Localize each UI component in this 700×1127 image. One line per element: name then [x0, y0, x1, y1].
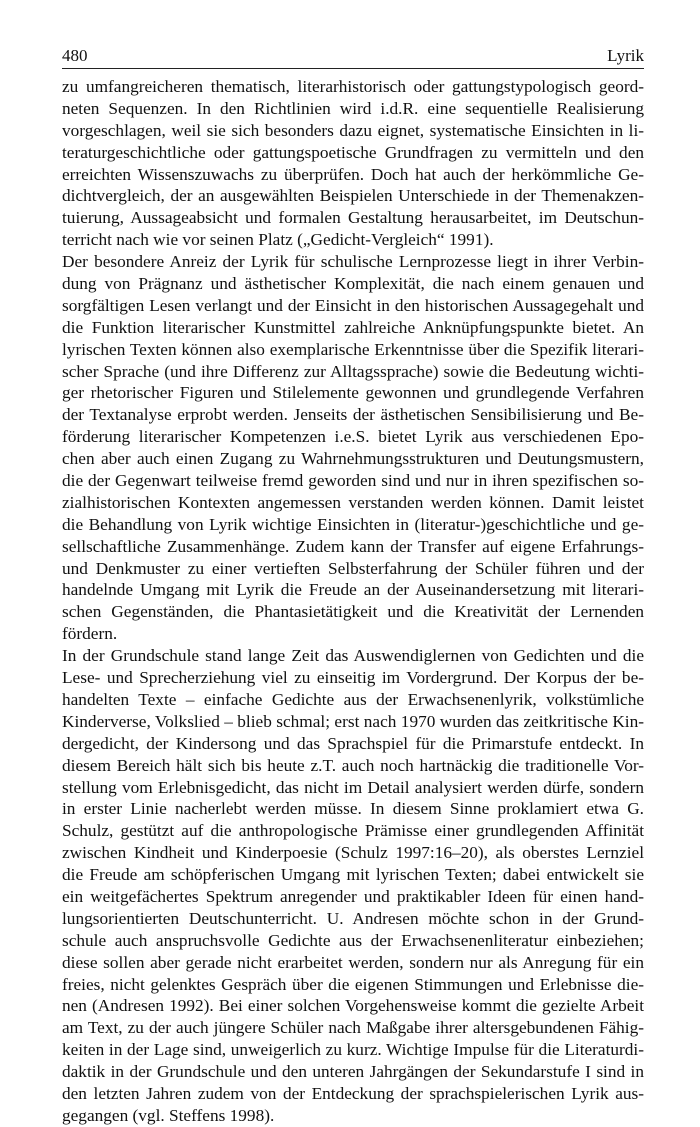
page-number: 480 [62, 46, 88, 65]
text-line: handelten Texte – einfache Gedichte aus der Erwachsenenlyrik, volkstümliche [62, 689, 644, 709]
text-line: zwischen Kindheit und Kinderpoesie (Schulz 1997:16–20), als oberstes Lernziel [62, 843, 644, 863]
text-line: in erster Linie nacherlebt werden müsse. In diesem Sinne proklamiert etwa G. [62, 799, 644, 819]
text-line: vorgeschlagen, weil sie sich besonders dazu eignet, systematische Einsichten in li- [62, 120, 644, 140]
text-line: schen Gegenständen, die Phantasietätigkeit und die Kreativität der Lernenden [62, 602, 644, 622]
text-line: und Denkmuster zu einer vertieften Selbsterfahrung der Schüler führen und der [62, 558, 644, 578]
text-line: gegangen (vgl. Steffens 1998). [62, 1105, 275, 1125]
text-line: förderung literarischer Kompetenzen i.e.S. bietet Lyrik aus verschiedenen Epo- [62, 427, 644, 447]
paragraph [62, 76, 644, 251]
text-line: diesem Bereich hält sich bis heute z.T. auch noch hartnäckig die traditionelle Vor- [62, 755, 644, 775]
text-line: die Freude am schöpferischen Umgang mit lyrischen Texten; dabei entwickelt sie [62, 865, 644, 885]
text-line: handelnde Umgang mit Lyrik die Freude an der Auseinandersetzung mit literari- [62, 580, 644, 600]
text-line: lyrischen Texten können also exemplarische Erkenntnisse über die Spezifik literari- [62, 339, 644, 359]
paragraph [62, 251, 644, 645]
text-line: ger rhetorischer Figuren und Stilelemente gewonnen und grundlegende Verfahren [62, 383, 644, 403]
text-line: Lese- und Sprecherziehung viel zu einseitig im Vordergrund. Der Korpus der be- [62, 668, 644, 688]
text-line: stellung vom Erlebnisgedicht, das nicht im Detail analysiert werden dürfe, sondern [62, 777, 644, 797]
text-line: freies, nicht gelenktes Gespräch über die eigenen Stimmungen und Erlebnisse die- [62, 974, 644, 994]
text-line: nen (Andresen 1992). Bei einer solchen Vorgehensweise kommt die gezielte Arbeit [62, 996, 644, 1016]
paragraph [62, 645, 644, 1127]
text-line: diese sollen aber gerade nicht erarbeitet werden, sondern nur als Anregung für ein [62, 952, 644, 972]
text-line: keiten in der Lage sind, unweigerlich zu kurz. Wichtige Impulse für die Literaturdi- [62, 1040, 644, 1060]
text-line: am Text, zu der auch jüngere Schüler nach Maßgabe ihrer altersgebundenen Fähig- [62, 1018, 644, 1038]
body-text [62, 76, 644, 1127]
text-line: terricht nach wie vor seinen Platz („Gedicht-Vergleich“ 1991). [62, 230, 494, 250]
text-line: erreichten Wissenszuwachs zu überprüfen. Doch hat auch der herkömmliche Ge- [62, 164, 644, 184]
text-line: die Behandlung von Lyrik wichtige Einsichten in (literatur-)geschichtliche und ge- [62, 514, 644, 534]
running-title: Lyrik [607, 46, 644, 65]
text-line: scher Sprache (und ihre Differenz zur Alltagssprache) sowie die Bedeutung wichti- [62, 361, 644, 381]
text-line: teraturgeschichtliche oder gattungspoetische Grundfragen zu vermitteln und den [62, 142, 644, 162]
text-line: daktik in der Grundschule und den unteren Jahrgängen der Sekundarstufe I sind in [62, 1062, 644, 1082]
text-line: Der besondere Anreiz der Lyrik für schulische Lernprozesse liegt in ihrer Verbin- [62, 252, 644, 272]
text-line: schule auch anspruchsvolle Gedichte aus der Erwachsenenliteratur einbeziehen; [62, 930, 644, 950]
text-line: fördern. [62, 624, 118, 644]
text-line: chen aber auch einen Zugang zu Wahrnehmungsstrukturen und Deutungsmustern, [62, 449, 644, 469]
text-line: Schulz, gestützt auf die anthropologische Prämisse einer grundlegenden Affinität [62, 821, 644, 841]
text-line: die Funktion literarischer Kunstmittel zahlreiche Anknüpfungspunkte bietet. An [62, 317, 644, 337]
text-line: ein weitgefächertes Spektrum anregender und praktikabler Ideen für einen hand- [62, 886, 644, 906]
text-line: dergedicht, der Kindersong und das Sprachspiel für die Primarstufe entdeckt. In [62, 733, 644, 753]
text-line: den letzten Jahren zudem von der Entdeckung der sprachspielerischen Lyrik aus- [62, 1083, 644, 1103]
text-line: lungsorientierten Deutschunterricht. U. Andresen möchte schon in der Grund- [62, 908, 644, 928]
text-line: dichtvergleich, der an ausgewählten Beispielen Unterschiede in der Themenakzen- [62, 186, 644, 206]
text-line: neten Sequenzen. In den Richtlinien wird i.d.R. eine sequentielle Realisierung [62, 98, 644, 118]
text-line: zialhistorischen Kontexten angemessen verstanden werden können. Damit leistet [62, 492, 644, 512]
text-line: tuierung, Aussageabsicht und formalen Gestaltung herausarbeitet, im Deutschun- [62, 208, 644, 228]
text-line: zu umfangreicheren thematisch, literarhistorisch oder gattungstypologisch geord- [62, 77, 644, 96]
text-line: sorgfältigen Lesen verlangt und der Einsicht in den historischen Aussagegehalt und [62, 295, 644, 315]
page-header [62, 40, 644, 69]
text-line: Kinderverse, Volkslied – blieb schmal; erst nach 1970 wurden das zeitkritische Kin- [62, 711, 644, 731]
text-line: der Textanalyse erprobt werden. Jenseits der ästhetischen Sensibilisierung und Be- [62, 405, 644, 425]
text-line: dung von Prägnanz und ästhetischer Komplexität, die nach einem genauen und [62, 274, 644, 294]
text-line: sellschaftliche Zusammenhänge. Zudem kann der Transfer auf eigene Erfahrungs- [62, 536, 644, 556]
text-line: die der Gegenwart teilweise fremd geworden sind und nur in ihren spezifischen so- [62, 471, 644, 491]
text-line: In der Grundschule stand lange Zeit das Auswendiglernen von Gedichten und die [62, 646, 644, 666]
